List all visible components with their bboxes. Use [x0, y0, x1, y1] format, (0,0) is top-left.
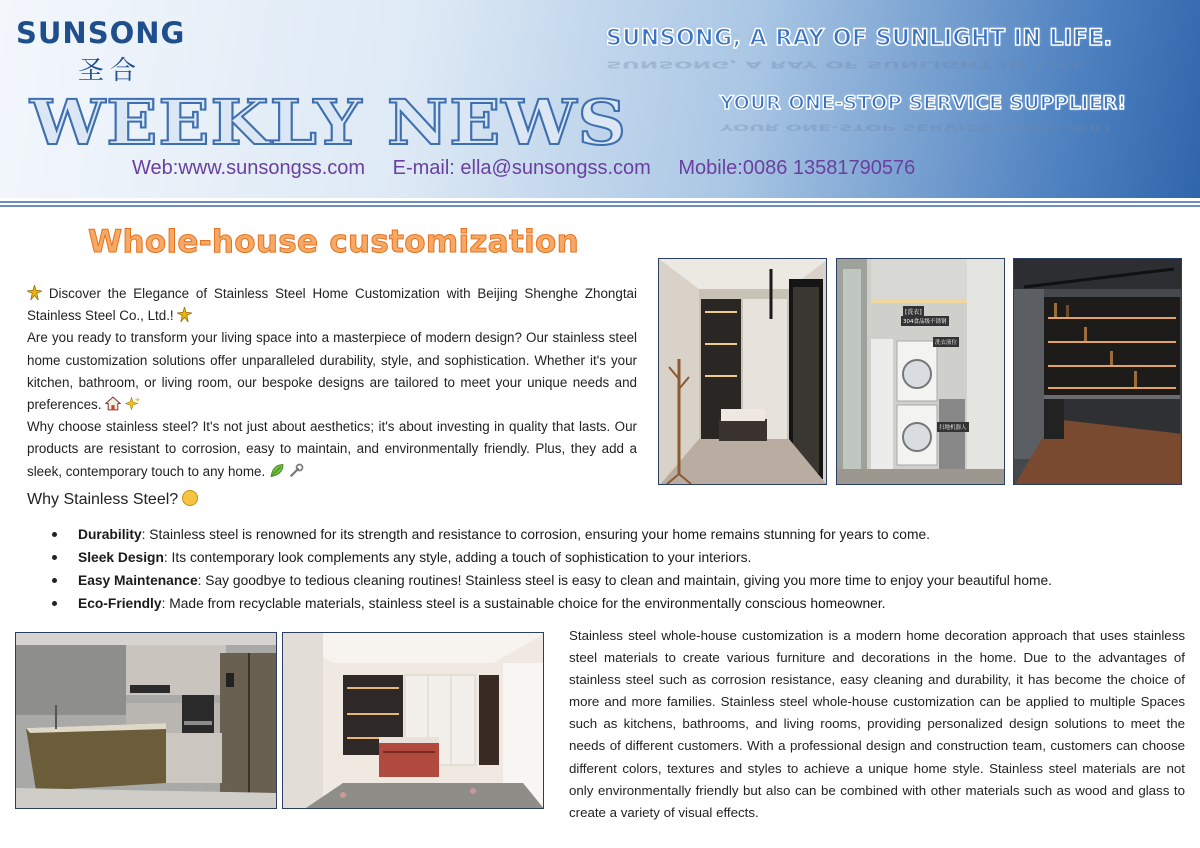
dressing-room-photo	[282, 632, 544, 809]
laundry-photo	[836, 258, 1005, 485]
house-icon	[105, 396, 121, 411]
why-heading: Why Stainless Steel?	[27, 490, 198, 509]
wrench-icon	[289, 463, 304, 478]
closet-illustration	[659, 259, 827, 485]
brand-name: SUNSONG	[16, 16, 186, 50]
newsletter-title: WEEKLY NEWS	[30, 86, 628, 159]
sunsong-logo	[16, 16, 216, 86]
contact-bar	[132, 157, 937, 180]
sparkle-icon	[177, 307, 192, 322]
brand-name-chinese: 圣合	[78, 56, 143, 86]
slogan-secondary: YOUR ONE-STOP SERVICE SUPPLIER!	[720, 92, 1127, 114]
laundry-illustration	[837, 259, 1005, 485]
thinking-face-icon	[182, 490, 198, 506]
list-item: Eco-Friendly: Made from recyclable materials, stainless steel is a sustainable choice for the environmentally conscious homeowner.	[52, 592, 1172, 615]
email-link[interactable]: E-mail: ella@sunsongss.com	[392, 157, 651, 179]
label-detergent: 洗衣液位	[933, 337, 959, 347]
kitchen-photo	[15, 632, 277, 809]
label-steel: 304食品级不锈钢	[901, 316, 949, 326]
mobile-number: Mobile:0086 13581790576	[678, 157, 916, 179]
slogan-primary: SUNSONG, A RAY OF SUNLIGHT IN LIFE.	[606, 26, 1113, 51]
intro-paragraph-3: Why choose stainless steel? It's not just about aesthetics; it's about investing in quality that lasts. Our products are resistant to corrosion, easy to maintain, and environmentally friendly. Plus, they add a sleek, contemporary touch to any home.	[27, 419, 637, 479]
intro-text	[27, 283, 637, 483]
sparkle-icon	[27, 285, 42, 300]
list-item: Easy Maintenance: Say goodbye to tedious cleaning routines! Stainless steel is easy to clean and maintain, giving you more time to enjoy your beautiful home.	[52, 569, 1172, 592]
cabinet-photo	[1013, 258, 1182, 485]
label-robot: 扫地机器人	[937, 422, 969, 432]
kitchen-illustration	[16, 633, 277, 809]
intro-paragraph-2: Are you ready to transform your living space into a masterpiece of modern design? Our stainless steel home customization solutions offer unparalleled durability, style, and sophistication. Whether it's your kitchen, bathroom, or living room, our bespoke designs are tailored to meet your unique needs and preferences.	[27, 330, 637, 413]
dressing-room-illustration	[283, 633, 544, 809]
cabinet-illustration	[1014, 259, 1182, 485]
sparkles-icon	[125, 396, 141, 411]
slogan-primary-reflection: SUNSONG, A RAY OF SUNLIGHT IN LIFE.	[606, 58, 1096, 70]
slogan-secondary-reflection: YOUR ONE-STOP SERVICE SUPPLIER!	[720, 122, 1112, 132]
article-title: Whole-house customization	[88, 224, 579, 260]
header-divider	[0, 198, 1200, 208]
label-laundry: [洗衣]	[903, 306, 924, 317]
website-link[interactable]: Web:www.sunsongss.com	[132, 157, 366, 179]
intro-paragraph-1: Discover the Elegance of Stainless Steel Home Customization with Beijing Shenghe Zhongtai Stainless Steel Co., Ltd.!	[27, 286, 637, 324]
body-paragraph: Stainless steel whole-house customization is a modern home decoration approach that uses stainless steel materials to create various furniture and decorations in the home. Due to the advantages of stainless steel such as corrosion resistance, easy cleaning and durability, it has become the choice of more and more families. Stainless steel whole-house customization can be applied to multiple Spaces such as kitchens, bathrooms, and living rooms, providing personalized design solutions to meet the needs of different customers. With a professional design and construction team, customers can choose different colors, textures and styles to achieve a unique home style. Stainless steel materials are not only environmentally friendly but also can be combined with other materials such as wood and glass to create a variety of visual effects.	[569, 628, 1185, 820]
list-item: Sleek Design: Its contemporary look complements any style, adding a touch of sophistication to your interiors.	[52, 546, 1172, 569]
benefits-list	[52, 523, 1172, 615]
leaf-icon	[269, 463, 285, 478]
newsletter-header	[0, 0, 1200, 198]
list-item: Durability: Stainless steel is renowned for its strength and resistance to corrosion, ensuring your home remains stunning for years to come.	[52, 523, 1172, 546]
closet-photo	[658, 258, 827, 485]
